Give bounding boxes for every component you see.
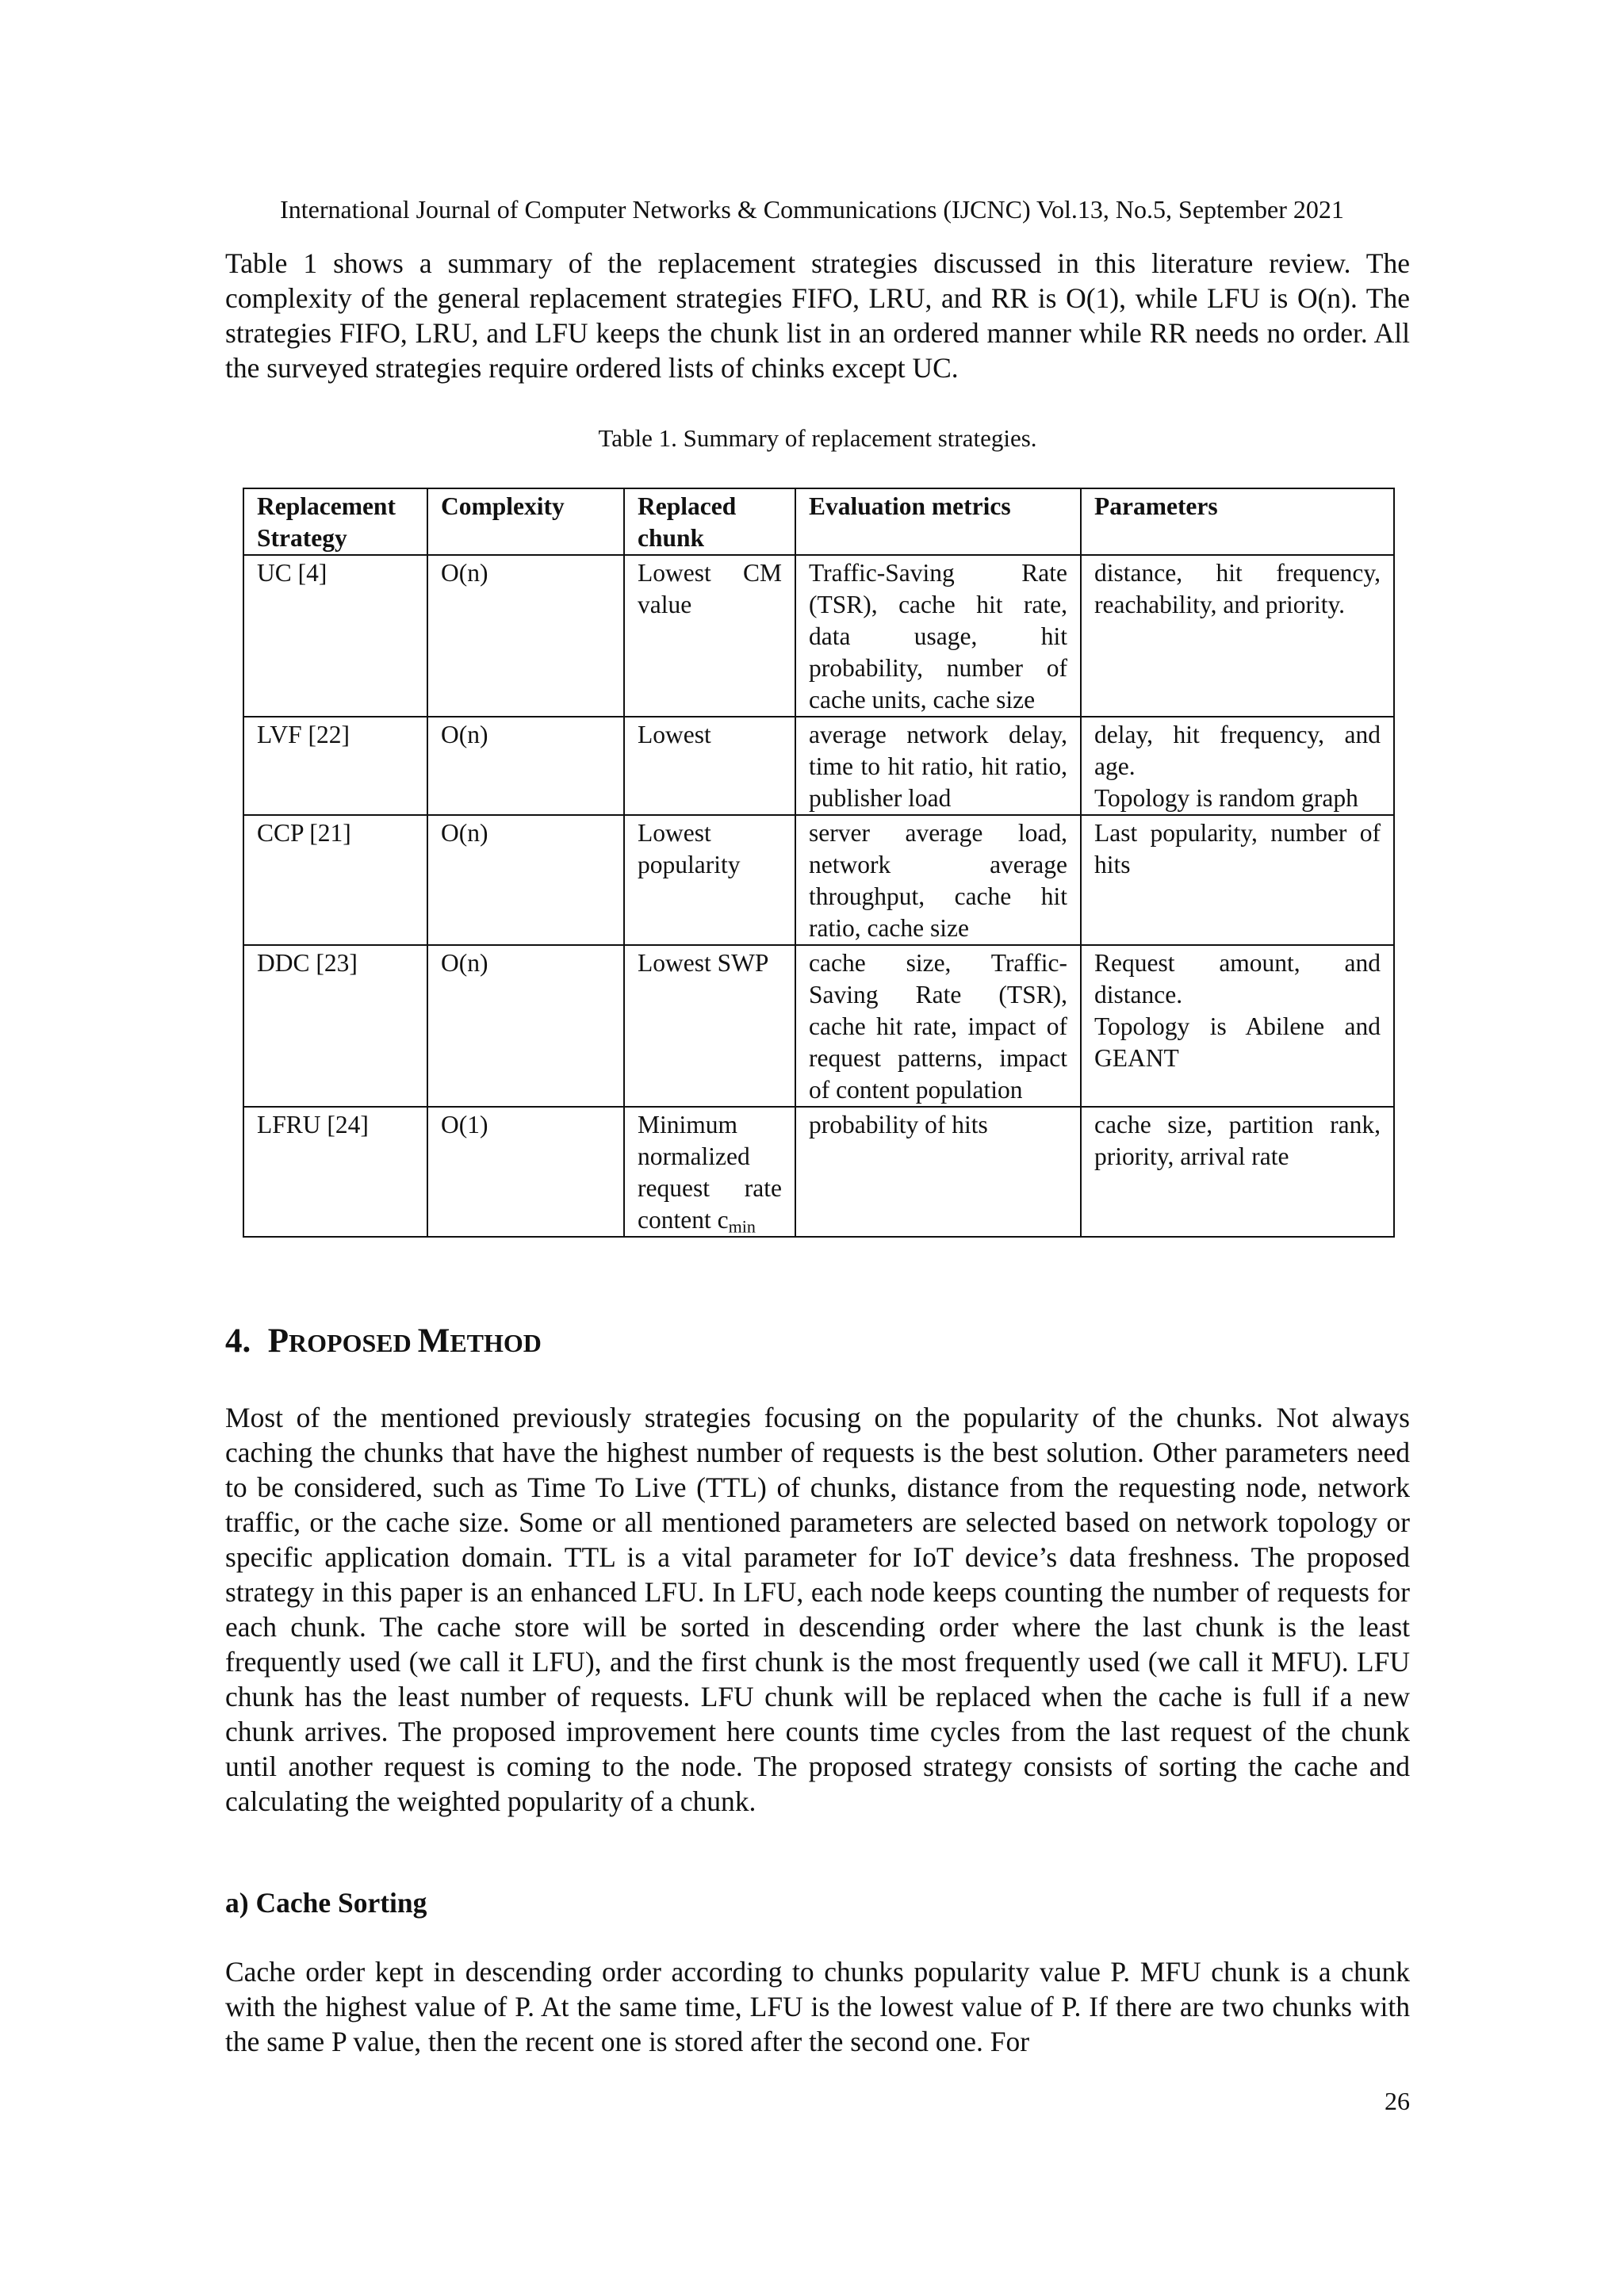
section-heading	[225, 1321, 542, 1364]
parameters-topology: Topology is random graph	[1094, 784, 1358, 812]
cell-metrics: Traffic-Saving Rate (TSR), cache hit rate, data usage, hit probability, number of cache units, cache size	[795, 555, 1081, 717]
cell-parameters	[1081, 945, 1394, 1107]
table-row	[243, 815, 1394, 945]
cell-metrics: average network delay, time to hit ratio, hit ratio, publisher load	[795, 717, 1081, 815]
cell-parameters: distance, hit frequency, reachability, and priority.	[1081, 555, 1394, 717]
section-title-part2: ETHOD	[450, 1329, 542, 1357]
intro-paragraph: Table 1 shows a summary of the replacement strategies discussed in this literature review. The complexity of the general replacement strategies FIFO, LRU, and RR is O(1), while LFU is O(n). The strategies FIFO, LRU, and LFU keeps the chunk list in an ordered manner while RR needs no order. All the surveyed strategies require ordered lists of chinks except UC.	[225, 247, 1410, 384]
cell-parameters	[1081, 717, 1394, 815]
replaced-text: Minimum normalized request rate content c	[638, 1111, 782, 1234]
cache-sorting-paragraph: Cache order kept in descending order according to chunks popularity value P. MFU chunk is a chunk with the highest value of P. At the same time, LFU is the lowest value of P. If there are two chunks with the same P value, then the recent one is stored after the second one. For	[225, 1956, 1410, 2057]
cell-complexity: O(n)	[427, 555, 624, 717]
cell-complexity: O(1)	[427, 1107, 624, 1237]
cell-strategy: LFRU [24]	[243, 1107, 427, 1237]
section-number: 4.	[225, 1322, 251, 1360]
table-row	[243, 717, 1394, 815]
cell-complexity: O(n)	[427, 815, 624, 945]
cell-strategy: CCP [21]	[243, 815, 427, 945]
subsection-heading: a) Cache Sorting	[225, 1887, 427, 1919]
section-title-p: P	[267, 1322, 289, 1360]
header-complexity: Complexity	[427, 488, 624, 555]
cell-metrics: probability of hits	[795, 1107, 1081, 1237]
table-row	[243, 945, 1394, 1107]
cell-metrics: cache size, Traffic-Saving Rate (TSR), cache hit rate, impact of request patterns, impact of content population	[795, 945, 1081, 1107]
journal-header: International Journal of Computer Networks & Communications (IJCNC) Vol.13, No.5, September 2021	[280, 195, 1344, 224]
method-paragraph: Most of the mentioned previously strategies focusing on the popularity of the chunks. Not always caching the chunks that have the highest number of requests is the best solution. Other parameters need to be considered, such as Time To Live (TTL) of chunks, distance from the requesting node, network traffic, or the cache size. Some or all mentioned parameters are selected based on network topology or specific application domain. TTL is a vital parameter for IoT device’s data freshness. The proposed strategy in this paper is an enhanced LFU. In LFU, each node keeps counting the number of requests for each chunk. The cache store will be sorted in descending order where the last chunk is the least frequently used (we call it LFU), and the first chunk is the most frequently used (we call it MFU). LFU chunk has the least number of requests. LFU chunk will be replaced when the cache is full if a new chunk arrives. The proposed improvement here counts time cycles from the last request of the chunk until another request is coming to the node. The proposed strategy consists of sorting the cache and calculating the weighted popularity of a chunk.	[225, 1402, 1410, 1817]
replacement-strategies-table	[243, 488, 1395, 1238]
cell-parameters: Last popularity, number of hits	[1081, 815, 1394, 945]
header-replaced-chunk: Replaced chunk	[624, 488, 795, 555]
header-parameters: Parameters	[1081, 488, 1394, 555]
cell-replaced: Lowest CM value	[624, 555, 795, 717]
section-title-m: M	[417, 1322, 450, 1360]
parameters-line: delay, hit frequency, and age.	[1094, 721, 1381, 780]
cell-complexity: O(n)	[427, 717, 624, 815]
cell-replaced: Lowest	[624, 717, 795, 815]
cell-replaced: Lowest popularity	[624, 815, 795, 945]
cell-parameters: cache size, partition rank, priority, arrival rate	[1081, 1107, 1394, 1237]
cell-strategy: DDC [23]	[243, 945, 427, 1107]
header-replacement-strategy: Replacement Strategy	[243, 488, 427, 555]
cell-metrics: server average load, network average throughput, cache hit ratio, cache size	[795, 815, 1081, 945]
parameters-line: Request amount, and distance.	[1094, 949, 1381, 1008]
table-header-row	[243, 488, 1394, 555]
cell-replaced: Lowest SWP	[624, 945, 795, 1107]
parameters-topology: Topology is Abilene and GEANT	[1094, 1012, 1381, 1072]
cell-strategy: LVF [22]	[243, 717, 427, 815]
page-number: 26	[1385, 2087, 1410, 2115]
table-row	[243, 1107, 1394, 1237]
cell-complexity: O(n)	[427, 945, 624, 1107]
section-title-part1: ROPOSED	[289, 1329, 418, 1357]
table-row	[243, 555, 1394, 717]
replaced-subscript: min	[728, 1216, 756, 1237]
cell-strategy: UC [4]	[243, 555, 427, 717]
cell-replaced	[624, 1107, 795, 1237]
table-caption: Table 1. Summary of replacement strategies.	[598, 424, 1037, 452]
header-evaluation-metrics: Evaluation metrics	[795, 488, 1081, 555]
